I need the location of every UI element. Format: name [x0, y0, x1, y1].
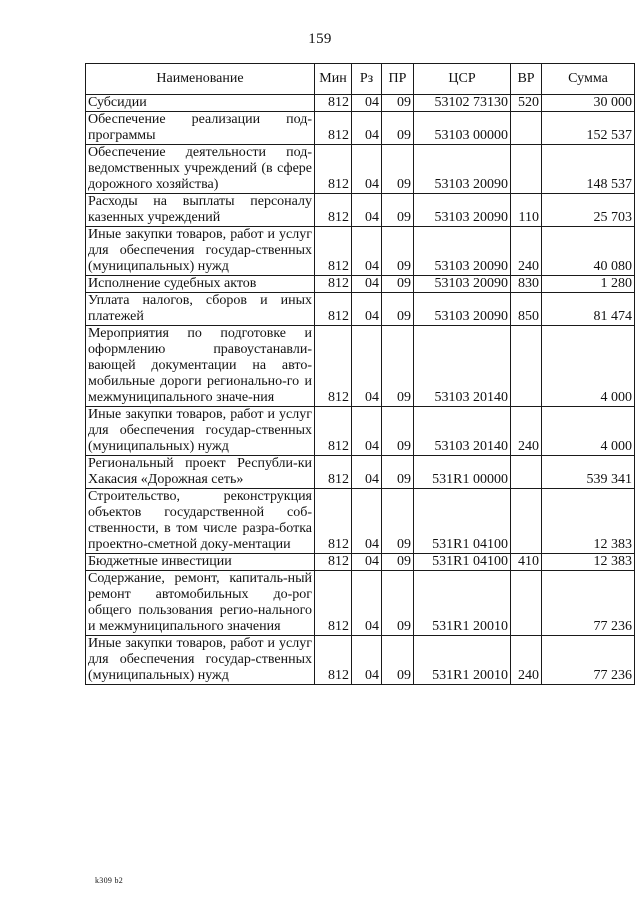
cell-csr: 531R1 00000 [414, 456, 511, 489]
cell-sum: 25 703 [542, 194, 635, 227]
cell-pr: 09 [382, 571, 414, 636]
cell-csr: 53103 20090 [414, 293, 511, 326]
cell-pr: 09 [382, 145, 414, 194]
cell-rz: 04 [352, 571, 382, 636]
cell-pr: 09 [382, 326, 414, 407]
cell-pr: 09 [382, 636, 414, 685]
cell-min: 812 [315, 293, 352, 326]
cell-sum: 77 236 [542, 636, 635, 685]
cell-rz: 04 [352, 489, 382, 554]
cell-min: 812 [315, 227, 352, 276]
budget-table [85, 63, 635, 685]
cell-vr: 410 [511, 554, 542, 571]
cell-csr: 53103 20090 [414, 194, 511, 227]
table-header-row [86, 64, 635, 95]
cell-csr: 531R1 04100 [414, 554, 511, 571]
cell-pr: 09 [382, 456, 414, 489]
cell-vr: 240 [511, 407, 542, 456]
cell-rz: 04 [352, 407, 382, 456]
cell-vr [511, 145, 542, 194]
cell-min: 812 [315, 456, 352, 489]
table-row [86, 326, 635, 407]
cell-vr [511, 326, 542, 407]
cell-rz: 04 [352, 326, 382, 407]
cell-rz: 04 [352, 456, 382, 489]
cell-sum: 12 383 [542, 489, 635, 554]
cell-pr: 09 [382, 112, 414, 145]
cell-vr: 520 [511, 95, 542, 112]
cell-rz: 04 [352, 554, 382, 571]
cell-vr: 830 [511, 276, 542, 293]
table-row [86, 145, 635, 194]
cell-csr: 531R1 04100 [414, 489, 511, 554]
cell-min: 812 [315, 489, 352, 554]
cell-csr: 53103 20140 [414, 326, 511, 407]
cell-name: Расходы на выплаты персоналу казенных учреждений [86, 194, 315, 227]
table-row [86, 227, 635, 276]
cell-csr: 53103 00000 [414, 112, 511, 145]
cell-csr: 53103 20090 [414, 276, 511, 293]
cell-min: 812 [315, 194, 352, 227]
cell-min: 812 [315, 112, 352, 145]
cell-pr: 09 [382, 227, 414, 276]
cell-name: Мероприятия по подготовке и оформлению правоустанавли-вающей документации на авто-мобильные дороги регионально-го и межмуниципального значе-ния [86, 326, 315, 407]
cell-pr: 09 [382, 194, 414, 227]
cell-sum: 4 000 [542, 407, 635, 456]
cell-min: 812 [315, 636, 352, 685]
cell-pr: 09 [382, 407, 414, 456]
table-row [86, 636, 635, 685]
table-row [86, 554, 635, 571]
cell-pr: 09 [382, 293, 414, 326]
cell-csr: 53103 20140 [414, 407, 511, 456]
cell-csr: 531R1 20010 [414, 636, 511, 685]
cell-pr: 09 [382, 95, 414, 112]
cell-rz: 04 [352, 276, 382, 293]
cell-vr: 850 [511, 293, 542, 326]
cell-name: Иные закупки товаров, работ и услуг для обеспечения государ-ственных (муниципальных) нужд [86, 407, 315, 456]
table-row [86, 456, 635, 489]
cell-name: Обеспечение реализации под-программы [86, 112, 315, 145]
cell-vr: 110 [511, 194, 542, 227]
cell-min: 812 [315, 571, 352, 636]
cell-vr: 240 [511, 227, 542, 276]
cell-vr [511, 456, 542, 489]
cell-sum: 152 537 [542, 112, 635, 145]
cell-name: Иные закупки товаров, работ и услуг для обеспечения государ-ственных (муниципальных) нужд [86, 636, 315, 685]
cell-name: Обеспечение деятельности под-ведомственных учреждений (в сфере дорожного хозяйства) [86, 145, 315, 194]
cell-min: 812 [315, 145, 352, 194]
cell-rz: 04 [352, 95, 382, 112]
footer-code: k309 b2 [95, 876, 124, 885]
cell-vr [511, 571, 542, 636]
cell-sum: 539 341 [542, 456, 635, 489]
table-row [86, 112, 635, 145]
table-row [86, 571, 635, 636]
table-row [86, 293, 635, 326]
cell-pr: 09 [382, 554, 414, 571]
cell-rz: 04 [352, 636, 382, 685]
cell-sum: 148 537 [542, 145, 635, 194]
cell-vr [511, 112, 542, 145]
page-number: 159 [308, 31, 332, 47]
cell-rz: 04 [352, 227, 382, 276]
cell-name: Содержание, ремонт, капиталь-ный ремонт автомобильных до-рог общего пользования регио-нального и межмуниципального значения [86, 571, 315, 636]
cell-sum: 77 236 [542, 571, 635, 636]
table-row [86, 276, 635, 293]
cell-name: Уплата налогов, сборов и иных платежей [86, 293, 315, 326]
cell-name: Субсидии [86, 95, 315, 112]
header-sum: Сумма [542, 64, 635, 95]
cell-rz: 04 [352, 194, 382, 227]
table-row [86, 489, 635, 554]
cell-csr: 53103 20090 [414, 227, 511, 276]
cell-name: Исполнение судебных актов [86, 276, 315, 293]
table-row [86, 407, 635, 456]
cell-sum: 40 080 [542, 227, 635, 276]
header-name: Наименование [86, 64, 315, 95]
cell-sum: 30 000 [542, 95, 635, 112]
cell-min: 812 [315, 554, 352, 571]
header-vr: ВР [511, 64, 542, 95]
cell-min: 812 [315, 95, 352, 112]
cell-sum: 4 000 [542, 326, 635, 407]
cell-csr: 53103 20090 [414, 145, 511, 194]
cell-pr: 09 [382, 276, 414, 293]
cell-sum: 1 280 [542, 276, 635, 293]
cell-min: 812 [315, 407, 352, 456]
cell-rz: 04 [352, 293, 382, 326]
cell-min: 812 [315, 276, 352, 293]
header-csr: ЦСР [414, 64, 511, 95]
cell-name: Иные закупки товаров, работ и услуг для обеспечения государ-ственных (муниципальных) нужд [86, 227, 315, 276]
cell-sum: 81 474 [542, 293, 635, 326]
table-row [86, 194, 635, 227]
header-min: Мин [315, 64, 352, 95]
cell-rz: 04 [352, 112, 382, 145]
cell-csr: 531R1 20010 [414, 571, 511, 636]
cell-pr: 09 [382, 489, 414, 554]
cell-sum: 12 383 [542, 554, 635, 571]
cell-vr: 240 [511, 636, 542, 685]
cell-min: 812 [315, 326, 352, 407]
cell-name: Бюджетные инвестиции [86, 554, 315, 571]
header-pr: ПР [382, 64, 414, 95]
header-rz: Рз [352, 64, 382, 95]
cell-name: Региональный проект Республи-ки Хакасия «Дорожная сеть» [86, 456, 315, 489]
cell-csr: 53102 73130 [414, 95, 511, 112]
table-row [86, 95, 635, 112]
cell-rz: 04 [352, 145, 382, 194]
cell-vr [511, 489, 542, 554]
cell-name: Строительство, реконструкция объектов государственной соб-ственности, в том числе разра-ботка проектно-сметной доку-ментации [86, 489, 315, 554]
